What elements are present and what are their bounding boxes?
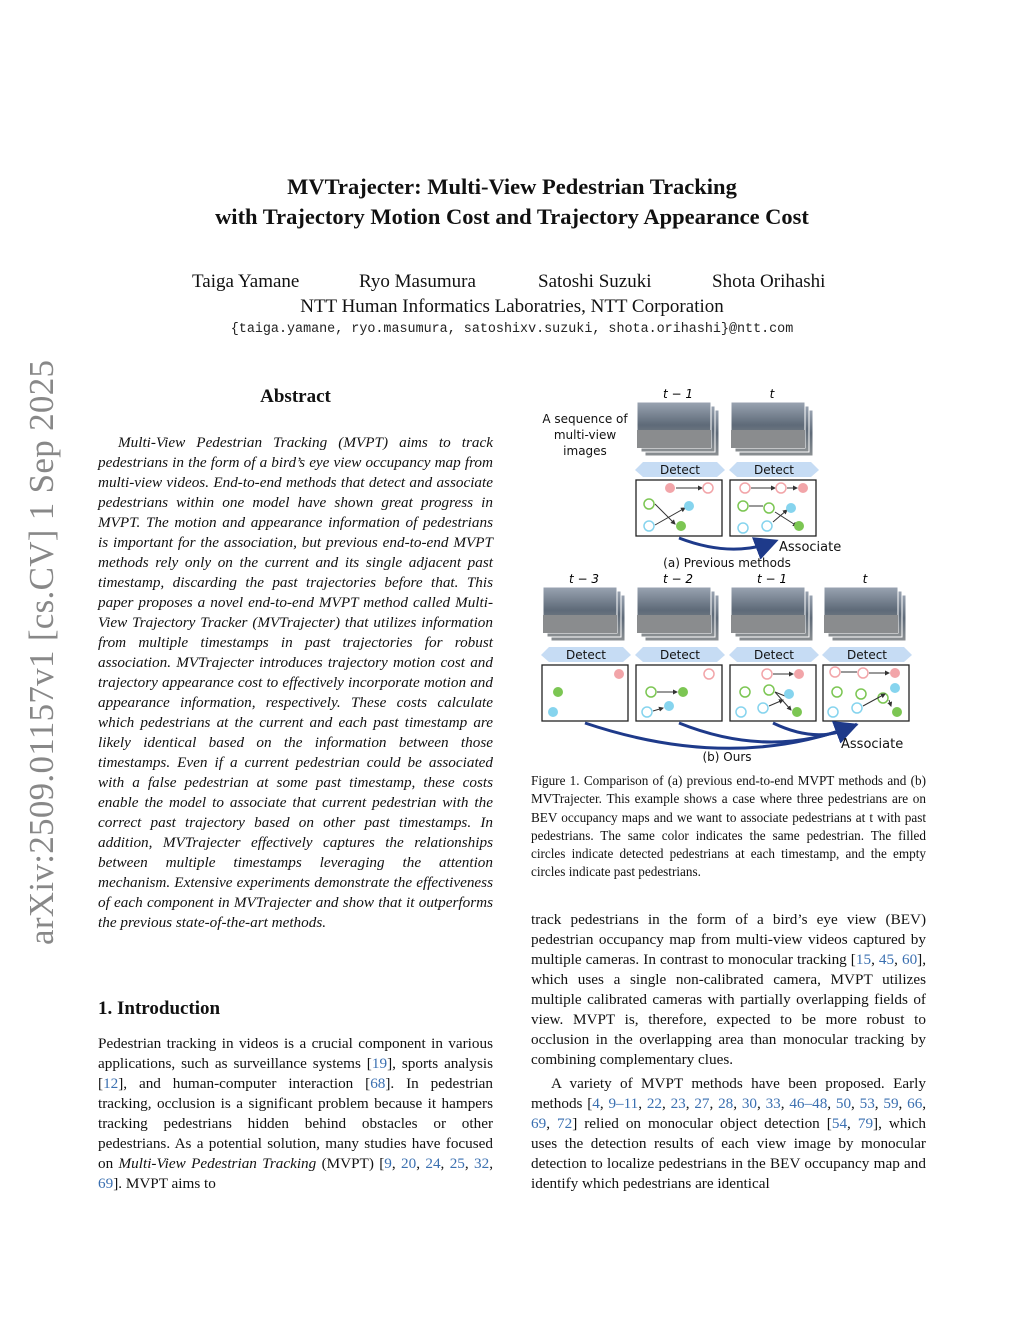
citation-link[interactable]: 15 xyxy=(855,951,872,968)
text-run: , xyxy=(685,1095,695,1112)
abstract-heading: Abstract xyxy=(260,386,331,407)
citation-link[interactable]: 50 xyxy=(835,1095,852,1112)
citation-link[interactable]: 33 xyxy=(765,1095,781,1112)
right-column-paragraph xyxy=(531,910,926,1070)
emphasis-text: Multi-View Pedestrian Tracking xyxy=(118,1155,317,1172)
detect-label: Detect xyxy=(565,648,607,662)
associate-label: Associate xyxy=(779,540,842,555)
citation-link[interactable]: 23 xyxy=(670,1095,686,1112)
text-run: , xyxy=(464,1155,475,1172)
figure-input-label: images xyxy=(563,444,607,458)
figure-1-diagram xyxy=(531,382,951,767)
text-run: , xyxy=(851,1095,860,1112)
text-run: , xyxy=(391,1155,402,1172)
arxiv-identifier: arXiv:2509.01157v1 [cs.CV] 1 Sep 2025 xyxy=(22,359,61,945)
detect-label: Detect xyxy=(659,648,701,662)
abstract-text: Multi-View Pedestrian Tracking (MVPT) aims to track pedestrians in the form of a bird’s eye view occupancy map from multi-view videos. End-to-end methods that detect and associate pedestrians within one model have shown great progress in MVPT. The motion and appearance information of pedestrians is important for the association, but previous end-to-end MVPT methods rely only on the current and its single adjacent past timestamp, discarding the past trajectories before that. This paper proposes a novel end-to-end MVPT method called Multi-View Trajectory Tracker (MVTrajecter) that utilizes information from multiple timestamps in past trajectories for robust association. MVTrajecter introduces trajectory motion cost and trajectory appearance cost to effectively incorporate motion and appearance information, respectively. These costs calculate which pedestrians at the current and each past timestamp are likely identical based on the information between those timestamps. Even if a current pedestrian could be associated with a false pedestrian at some past timestamp, these costs enable the model to associate that current pedestrian with the correct past trajectory based on other past timestamps. In addition, MVTrajecter effectively captures the relationships between multiple timestamps leveraging the attention mechanism. Extensive experiments demonstrate the effectiveness of each component in MVTrajecter and show that it outperforms the previous state-of-the-art methods. xyxy=(98,434,493,931)
citation-link[interactable]: 68 xyxy=(370,1075,386,1092)
citation-link[interactable]: 25 xyxy=(449,1155,465,1172)
text-run: , xyxy=(638,1095,647,1112)
image-stack xyxy=(543,587,625,641)
section-heading-introduction: 1. Introduction xyxy=(98,998,221,1019)
detect-label: Detect xyxy=(753,463,795,477)
text-run: ]. In pedestrian tracking, occlusion is a significant problem because it hampers tracking pedestrians hidden behind obstacles or other pedestrians. As a potential solution, many studies have focused on xyxy=(98,1075,493,1172)
citation-link[interactable]: 46–48 xyxy=(789,1095,828,1112)
text-run: , xyxy=(874,1095,884,1112)
image-stack xyxy=(637,587,719,641)
text-run: , xyxy=(757,1095,766,1112)
text-run: , xyxy=(599,1095,609,1112)
text-run: , xyxy=(827,1095,836,1112)
text-run: , xyxy=(440,1155,450,1172)
associate-label: Associate xyxy=(841,737,904,752)
text-run: , xyxy=(709,1095,719,1112)
paper-title-line2: with Trajectory Motion Cost and Trajectory Appearance Cost xyxy=(215,204,809,229)
text-run: ], which uses a single non-calibrated camera, MVPT utilizes multiple calibrated cameras with partially overlapping fields of view. MVPT is, therefore, expected to be more robust to occlusion in the overlapping area than monocular tracking by combining complementary clues. xyxy=(531,951,927,1068)
citation-link[interactable]: 30 xyxy=(741,1095,758,1112)
text-run: ] relied on monocular object detection [ xyxy=(572,1115,832,1132)
author-name: Taiga Yamane xyxy=(192,271,300,292)
timestamp-label: t − 2 xyxy=(662,572,694,586)
citation-link[interactable]: 69 xyxy=(98,1175,114,1192)
text-run: (MVPT) [ xyxy=(316,1155,385,1172)
citation-link[interactable]: 22 xyxy=(646,1095,663,1112)
citation-link[interactable]: 59 xyxy=(883,1095,899,1112)
detect-label: Detect xyxy=(659,463,701,477)
subfigure-b-caption: (b) Ours xyxy=(702,750,752,764)
text-run: , xyxy=(871,951,879,968)
citation-link[interactable]: 32 xyxy=(474,1155,490,1172)
text-run: ], and human-computer interaction [ xyxy=(118,1075,371,1092)
citation-link[interactable]: 27 xyxy=(694,1095,710,1112)
citation-link[interactable]: 79 xyxy=(857,1115,874,1132)
text-run: ]. MVPT aims to xyxy=(113,1175,216,1192)
text-run: , xyxy=(662,1095,671,1112)
timestamp-label: t − 1 xyxy=(662,387,694,401)
citation-link[interactable]: 45 xyxy=(878,951,895,968)
citation-link[interactable]: 24 xyxy=(425,1155,441,1172)
text-run: , xyxy=(780,1095,790,1112)
subfigure-a-caption: (a) Previous methods xyxy=(663,556,791,570)
text-run: , xyxy=(546,1115,557,1132)
figure-1-caption: Figure 1. Comparison of (a) previous end-to-end MVPT methods and (b) MVTrajecter. This example shows a case where three pedestrians are on BEV occupancy maps and we want to associate pedestrians at t with past pedestrians. The same color indicates the same pedestrian. The filled circles indicate detected pedestrians at each timestamp, and the empty circles indicate past pedestrians. xyxy=(531,773,926,880)
author-emails: {taiga.yamane, ryo.masumura, satoshixv.suzuki, shota.orihashi}@ntt.com xyxy=(230,322,794,337)
citation-link[interactable]: 20 xyxy=(401,1155,417,1172)
citation-link[interactable]: 9 xyxy=(384,1155,392,1172)
text-run: Pedestrian tracking in videos is a crucial component in various applications, such as surveillance systems [ xyxy=(98,1035,493,1072)
author-list xyxy=(0,271,1024,295)
citation-link[interactable]: 19 xyxy=(371,1055,388,1072)
text-run: A variety of MVPT methods have been proposed. Early methods [ xyxy=(531,1075,926,1112)
citation-link[interactable]: 4 xyxy=(592,1095,600,1112)
citation-link[interactable]: 54 xyxy=(831,1115,848,1132)
image-stack xyxy=(731,587,813,641)
text-run: track pedestrians in the form of a bird’s eye view (BEV) pedestrian occupancy map from multi-view videos captured by multiple cameras. In contrast to monocular tracking [ xyxy=(531,911,926,968)
timestamp-label: t − 3 xyxy=(568,572,600,586)
text-run: , xyxy=(847,1115,858,1132)
text-run: , xyxy=(416,1155,426,1172)
citation-link[interactable]: 12 xyxy=(103,1075,119,1092)
citation-link[interactable]: 69 xyxy=(531,1115,547,1132)
citation-link[interactable]: 53 xyxy=(859,1095,875,1112)
image-stack xyxy=(637,402,719,456)
citation-link[interactable]: 72 xyxy=(557,1115,573,1132)
timestamp-label: t xyxy=(769,387,775,401)
timestamp-label: t − 1 xyxy=(756,572,788,586)
text-run: ], which uses the detection results of each view image by monocular detection to localize pedestrians in the BEV occupancy map and identify which pedestrians are identical xyxy=(531,1115,927,1192)
text-run: , xyxy=(922,1095,927,1112)
text-run: , xyxy=(733,1095,742,1112)
author-name: Shota Orihashi xyxy=(712,271,826,292)
detect-label: Detect xyxy=(753,648,795,662)
right-column-paragraph xyxy=(531,1074,926,1194)
text-run: , xyxy=(894,951,902,968)
figure-input-label: A sequence of xyxy=(542,412,628,426)
detect-label: Detect xyxy=(846,648,888,662)
author-name: Ryo Masumura xyxy=(359,271,476,292)
figure-input-label: multi-view xyxy=(553,428,617,442)
affiliation: NTT Human Informatics Laboratries, NTT Corporation xyxy=(300,296,724,317)
text-run: , xyxy=(898,1095,908,1112)
paper-title-line1: MVTrajecter: Multi-View Pedestrian Tracking xyxy=(287,174,737,199)
citation-link[interactable]: 60 xyxy=(901,951,918,968)
text-run: , xyxy=(489,1155,493,1172)
author-name: Satoshi Suzuki xyxy=(538,271,652,292)
text-run: ], sports analysis [ xyxy=(98,1055,493,1092)
image-stack xyxy=(731,402,813,456)
citation-link[interactable]: 28 xyxy=(718,1095,734,1112)
timestamp-label: t xyxy=(862,572,868,586)
figure-1 xyxy=(531,382,951,767)
citation-link[interactable]: 9–11 xyxy=(608,1095,639,1112)
image-stack xyxy=(824,587,906,641)
intro-paragraph xyxy=(98,1034,493,1194)
citation-link[interactable]: 66 xyxy=(907,1095,923,1112)
